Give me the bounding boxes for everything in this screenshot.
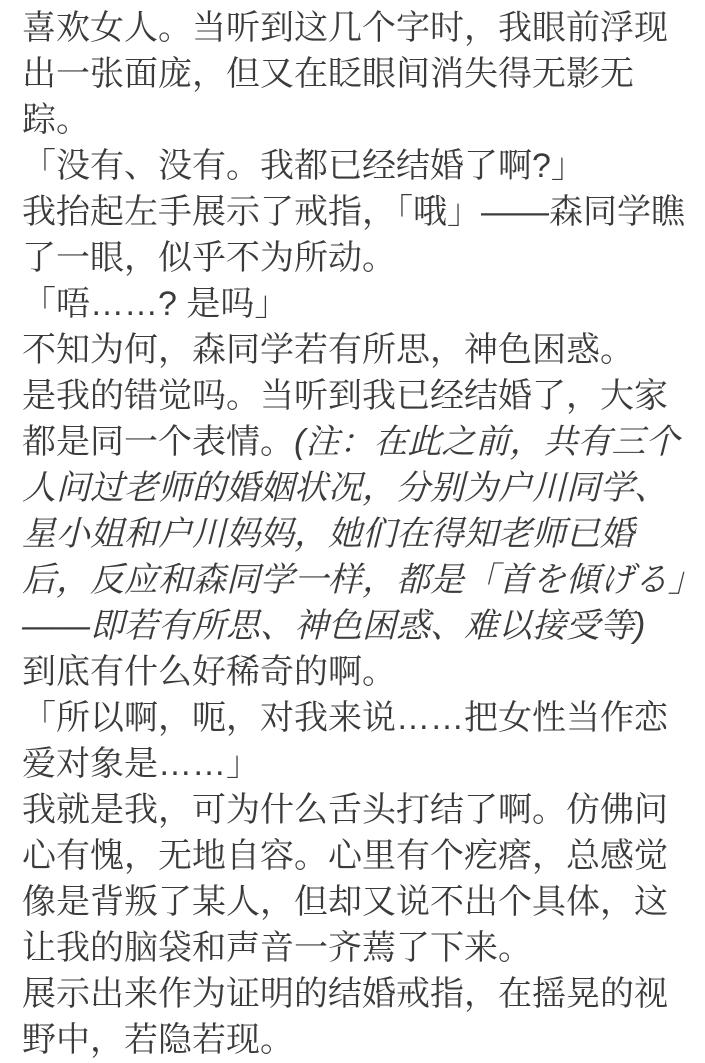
paragraph-10: 展示出来作为证明的结婚戒指，在摇晃的视野中，若隐若现。	[22, 975, 668, 1059]
paragraph-3: 我抬起左手展示了戒指，「哦」——森同学瞧了一眼，似乎不为所动。	[22, 193, 685, 277]
paragraph-2-dialogue: 「没有、没有。我都已经结婚了啊?」	[22, 147, 585, 185]
paragraph-4-dialogue: 「唔……? 是吗」	[22, 285, 289, 323]
paragraph-1: 喜欢女人。当听到这几个字时，我眼前浮现出一张面庞，但又在眨眼间消失得无影无踪。	[22, 9, 668, 139]
paragraph-5: 不知为何，森同学若有所思，神色困惑。	[22, 331, 634, 369]
paragraph-6-translator-note: (注：在此之前，共有三个人问过老师的婚姻状况，分别为户川同学、星小姐和户川妈妈，她们在得知老师已婚后，反应和森同学一样，都是「首を傾げる」——即若有所思、神色困惑、难以接受等)	[22, 423, 685, 645]
paragraph-9: 我就是我，可为什么舌头打结了啊。仿佛问心有愧，无地自容。心里有个疙瘩，总感觉像是背叛了某人，但却又说不出个具体，这让我的脑袋和声音一齐蔫了下来。	[22, 791, 668, 967]
paragraph-6-main-text: 是我的错觉吗。当听到我已经结婚了，大家都是同一个表情。	[22, 377, 668, 461]
paragraph-6	[22, 373, 689, 649]
paragraph-7: 到底有什么好稀奇的啊。	[22, 653, 396, 691]
paragraph-8-dialogue: 「所以啊，呃，对我来说……把女性当作恋爱对象是……」	[22, 699, 668, 783]
